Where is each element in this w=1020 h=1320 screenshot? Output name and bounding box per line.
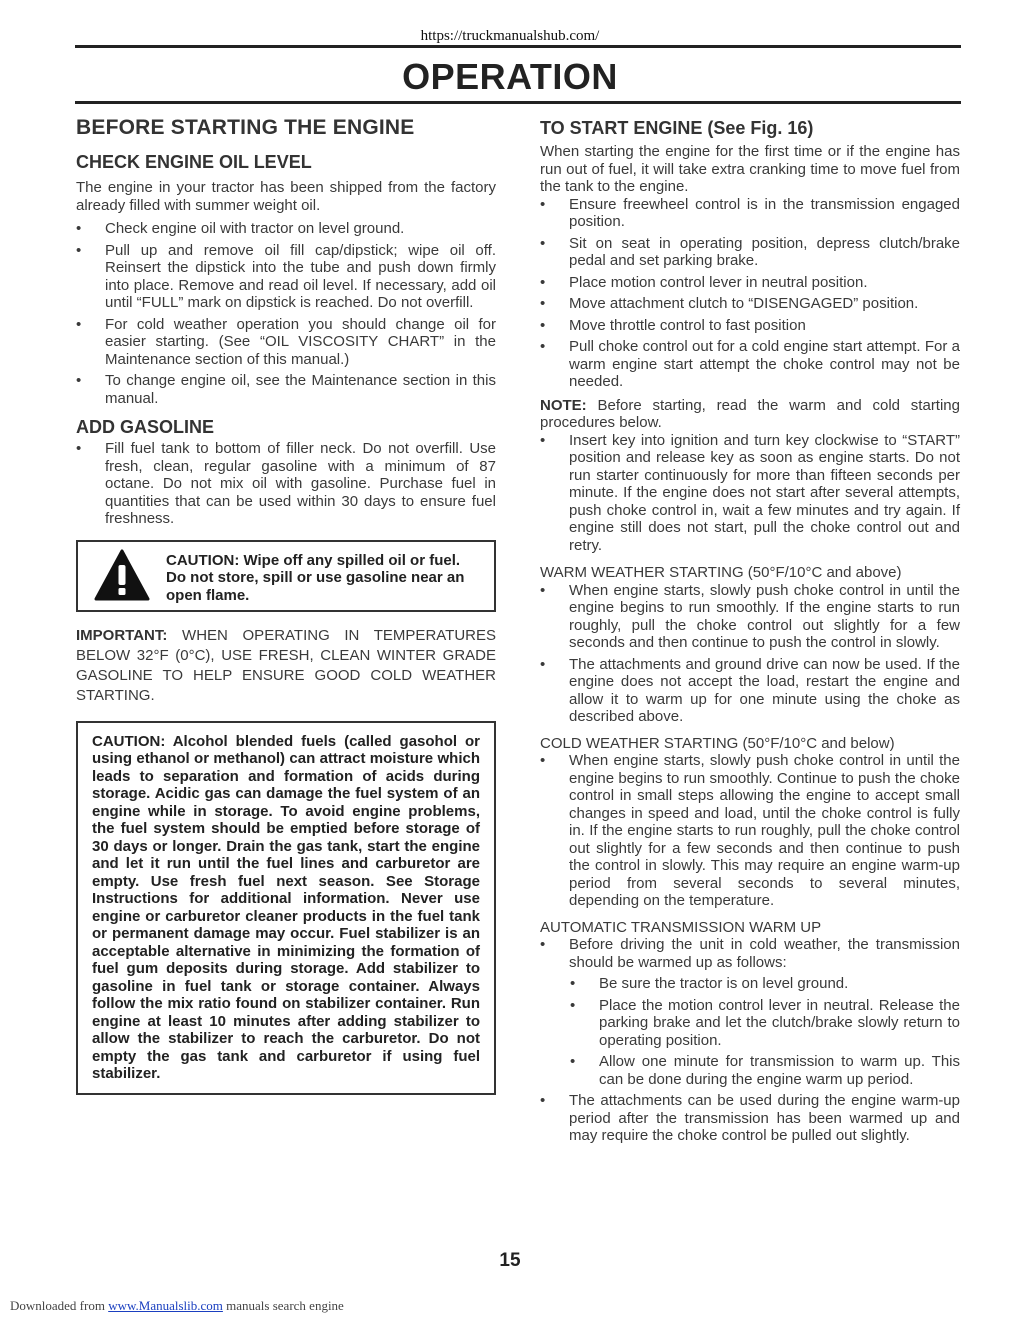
oil-intro: The engine in your tractor has been shipped from the factory already filled with summer weight oil. — [76, 179, 496, 214]
list-item: • Move attachment clutch to “DISENGAGED” position. — [540, 295, 919, 312]
list-item: • Insert key into ignition and turn key clockwise to “START” position and release key as soon as engine starts. Do not run starter continuously for more than fifteen seconds per minute. If the engine does not start after several attempts, push choke control in, wait a few minutes and try again. If engine still does not start, pull the choke control out and retry. — [540, 431, 960, 554]
footer — [10, 1298, 344, 1314]
list-item: • Place the motion control lever in neutral. Release the parking brake and let the clutch/brake slowly return to operating position. — [570, 996, 960, 1049]
page-title: OPERATION — [402, 56, 618, 97]
list-item: • Sit on seat in operating position, depress clutch/brake pedal and set parking brake. — [540, 234, 960, 269]
list-item: • Allow one minute for transmission to warm up. This can be done during the engine warm up period. — [570, 1053, 960, 1088]
list-item: • To change engine oil, see the Maintenance section in this manual. — [76, 372, 496, 407]
top-rule — [75, 45, 961, 48]
start-intro: When starting the engine for the first time or if the engine has run out of fuel, it will take extra cranking time to move fuel from the tank to the engine. — [540, 143, 960, 195]
list-item: • Pull choke control out for a cold engine start attempt. For a warm engine start attempt the choke control may not be needed. — [540, 338, 960, 390]
important-text: WHEN OPERATING IN TEMPERATURES BELOW 32°F (0°C), USE FRESH, CLEAN WINTER GRADE GASOLINE TO HELP ENSURE GOOD COLD WEATHER STARTING. — [76, 626, 497, 704]
manualslib-link[interactable]: www.Manualslib.com — [108, 1298, 223, 1313]
gas-list — [76, 440, 496, 528]
caution-box-alcohol: CAUTION: Alcohol blended fuels (called gasohol or using ethanol or methanol) can attract moisture which leads to separation and formation of acids during storage. Acidic gas can damage the fuel system of an engine while in storage. To avoid engine problems, the fuel system should be emptied before storage of 30 days or longer. Drain the gas tank, start the engine and let it run until the fuel lines and carburetor are empty. Use fresh fuel next season. See Storage Instructions for additional information. Never use engine or carburetor cleaner products in the fuel tank or permanent damage may occur. Fuel stabilizer is an acceptable alternative in minimizing the formation of fuel gum deposits during storage. Add stabilizer to gasoline in fuel tank or storage container. Always follow the mix ratio found on stabilizer container. Run engine at least 10 minutes after adding stabilizer to allow the stabilizer to reach the carburetor. Do not empty the gas tank and carburetor if using fuel stabilizer. — [76, 721, 496, 1095]
oil-list — [76, 220, 496, 407]
note-text: Before starting, read the warm and cold starting procedures below. — [540, 396, 960, 431]
list-item: • When engine starts, slowly push choke control in until the engine begins to run smoothly. If the engine starts to run roughly, pull the choke control out slightly for a few seconds and then continue to push the control in slowly. — [540, 581, 960, 651]
subheading-add-gasoline: ADD GASOLINE — [76, 417, 215, 437]
list-item: • For cold weather operation you should change oil for easier starting. (See “OIL VISCOSITY CHART” in the Maintenance section of this manual.) — [76, 315, 496, 368]
list-item: • When engine starts, slowly push choke control in until the engine begins to run smoothly. Continue to push the choke control in small steps allowing the engine to accept small changes in speed and load, until the choke control is fully in. If the engine starts to run roughly, pull the choke control out slightly for a few seconds and then continue to push the control in slowly. This may require an engine warm-up period from several seconds to several minutes, depending on the temperature. — [540, 752, 960, 909]
list-item: • Fill fuel tank to bottom of filler neck. Do not overfill. Use fresh, clean, regular gasoline with a minimum of 87 octane. Do not mix oil with gasoline. Purchase fuel in quantities that can be used within 30 days to ensure fuel freshness. — [76, 440, 496, 527]
list-item: • Place motion control lever in neutral position. — [540, 273, 868, 291]
auto-sub-list — [540, 975, 960, 1088]
auto-list — [540, 936, 960, 971]
list-item: • Check engine oil with tractor on level ground. — [76, 220, 405, 237]
list-item: • Pull up and remove oil fill cap/dipstick; wipe oil off. Reinsert the dipstick into the tube and push down firmly into place. Remove and read oil level. If necessary, add oil until “FULL” mark on dipstick is reached. Do not overfill. — [76, 241, 496, 311]
auto-list-2 — [540, 1092, 960, 1145]
list-item: • Be sure the tractor is on level ground. — [570, 975, 849, 992]
footer-prefix: Downloaded from — [10, 1298, 105, 1313]
list-item: • The attachments and ground drive can now be used. If the engine does not accept the load, restart the engine and allow it to warm up for one minute using the choke as described above. — [540, 655, 960, 725]
list-item: • The attachments can be used during the engine warm-up period after the transmission has been warmed up and may require the choke control be pulled out slightly. — [540, 1092, 960, 1144]
start-list — [540, 196, 960, 391]
caution-text-flame: CAUTION: Wipe off any spilled oil or fuel. Do not store, spill or use gasoline near an open flame. — [166, 551, 465, 604]
note-paragraph — [540, 397, 960, 432]
cold-list — [540, 752, 960, 910]
warm-weather-heading: WARM WEATHER STARTING (50°F/10°C and above) — [540, 564, 902, 581]
section-heading-start-engine: TO START ENGINE (See Fig. 16) — [540, 118, 814, 138]
left-column — [76, 116, 496, 1095]
auto-transmission-heading: AUTOMATIC TRANSMISSION WARM UP — [540, 918, 822, 936]
caution-box-flame — [76, 540, 496, 612]
list-item: • Before driving the unit in cold weather, the transmission should be warmed up as follows: — [540, 936, 960, 971]
note-list — [540, 432, 960, 555]
cold-weather-heading: COLD WEATHER STARTING (50°F/10°C and below) — [540, 734, 895, 752]
important-label: IMPORTANT: — [76, 626, 168, 644]
important-note — [76, 626, 496, 706]
list-item: • Ensure freewheel control is in the transmission engaged position. — [540, 195, 960, 230]
page-number: 15 — [499, 1250, 521, 1271]
right-column — [540, 118, 960, 1145]
source-url: https://truckmanualshub.com/ — [420, 28, 600, 44]
subheading-check-oil: CHECK ENGINE OIL LEVEL — [76, 152, 312, 172]
warning-triangle-icon — [94, 549, 150, 601]
footer-suffix: manuals search engine — [226, 1298, 344, 1313]
title-rule — [75, 101, 961, 104]
note-label: NOTE: — [540, 396, 587, 414]
list-item: • Move throttle control to fast position — [540, 316, 806, 334]
warm-list — [540, 582, 960, 726]
section-heading-before-starting: BEFORE STARTING THE ENGINE — [76, 116, 415, 139]
